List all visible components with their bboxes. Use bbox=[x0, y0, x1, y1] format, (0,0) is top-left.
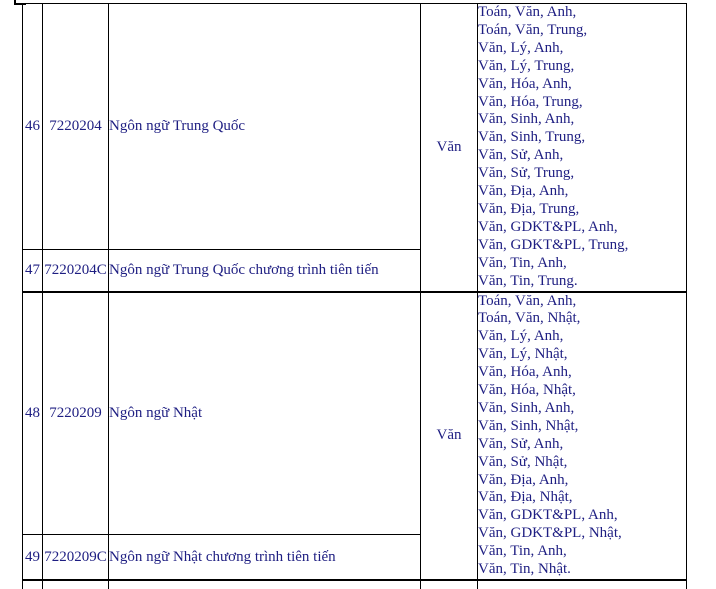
program-code-cell: 7220209 bbox=[43, 292, 109, 535]
row-number-cell: 49 bbox=[23, 535, 43, 580]
combination-item: Văn, Lý, Anh, bbox=[478, 328, 564, 345]
combination-list bbox=[478, 4, 687, 292]
program-code-cell: 7220209C bbox=[43, 535, 109, 580]
combination-item: Văn, Sinh, Trung, bbox=[478, 129, 586, 146]
table-row-partial bbox=[23, 580, 687, 589]
combination-item: Văn, Sinh, Nhật, bbox=[478, 417, 579, 434]
table-top-border-stub bbox=[14, 0, 16, 4]
combination-item: Văn, Tin, Anh, bbox=[478, 254, 567, 271]
combination-item: Toán, Văn, Nhật, bbox=[478, 310, 581, 327]
table-row bbox=[23, 4, 687, 250]
program-name-cell bbox=[109, 580, 421, 589]
combination-item: Văn, Địa, Nhật, bbox=[478, 489, 573, 506]
combination-item: Văn, Địa, Anh, bbox=[478, 471, 569, 488]
combination-item: Văn, Lý, Nhật, bbox=[478, 346, 568, 363]
combination-list bbox=[478, 580, 687, 589]
combination-item: Văn, Hóa, Nhật, bbox=[478, 382, 576, 399]
combination-item: Văn, Hóa, Anh, bbox=[478, 75, 572, 92]
program-code-cell bbox=[43, 580, 109, 589]
admissions-table bbox=[22, 3, 687, 589]
combination-item: Văn, Sử, Anh, bbox=[478, 147, 564, 164]
main-subject-cell: Văn bbox=[421, 292, 478, 581]
program-name-cell: Ngôn ngữ Trung Quốc bbox=[109, 4, 421, 250]
main-subject-cell: Văn bbox=[421, 4, 478, 292]
combination-item: Văn, Hóa, Trung, bbox=[478, 93, 583, 110]
combination-item: Văn, Sinh, Anh, bbox=[478, 399, 575, 416]
program-code-cell: 7220204 bbox=[43, 4, 109, 250]
combination-item: Văn, Tin, Trung. bbox=[478, 272, 578, 289]
combination-list bbox=[478, 292, 687, 581]
program-name-cell: Ngôn ngữ Nhật chương trình tiên tiến bbox=[109, 535, 421, 580]
combination-item: Văn, Địa, Anh, bbox=[478, 183, 569, 200]
combination-item: Văn, Sinh, Anh, bbox=[478, 111, 575, 128]
row-number-cell: 46 bbox=[23, 4, 43, 250]
table-row bbox=[23, 292, 687, 535]
combination-item: Văn, GDKT&PL, Nhật, bbox=[478, 525, 622, 542]
combination-item: Văn, Tin, Nhật. bbox=[478, 561, 571, 578]
combination-item: Toán, Văn, Anh, bbox=[478, 4, 577, 20]
program-name-cell: Ngôn ngữ Nhật bbox=[109, 292, 421, 535]
combination-item: Toán, Văn, Trung, bbox=[478, 21, 588, 38]
main-subject-cell bbox=[421, 580, 478, 589]
program-name-cell: Ngôn ngữ Trung Quốc chương trình tiên tiến bbox=[109, 250, 421, 292]
row-number-cell bbox=[23, 580, 43, 589]
combination-item: Văn, GDKT&PL, Anh, bbox=[478, 507, 618, 524]
combination-item: Văn, GDKT&PL, Anh, bbox=[478, 218, 618, 235]
combination-item: Văn, GDKT&PL, Trung, bbox=[478, 236, 629, 253]
combination-item: Văn, Hóa, Anh, bbox=[478, 364, 572, 381]
admissions-table-region bbox=[22, 3, 690, 589]
program-code-cell: 7220204C bbox=[43, 250, 109, 292]
row-number-cell: 48 bbox=[23, 292, 43, 535]
combination-item: Văn, Địa, Trung, bbox=[478, 200, 580, 217]
combination-item: Văn, Sử, Anh, bbox=[478, 435, 564, 452]
combination-item: Toán, Văn, Anh, bbox=[478, 292, 577, 309]
combination-item: Văn, Tin, Anh, bbox=[478, 543, 567, 560]
row-number-cell: 47 bbox=[23, 250, 43, 292]
combination-item: Văn, Sử, Nhật, bbox=[478, 453, 568, 470]
combination-item: Văn, Lý, Trung, bbox=[478, 57, 575, 74]
combination-item: Văn, Sử, Trung, bbox=[478, 165, 575, 182]
combination-item: Văn, Lý, Anh, bbox=[478, 39, 564, 56]
